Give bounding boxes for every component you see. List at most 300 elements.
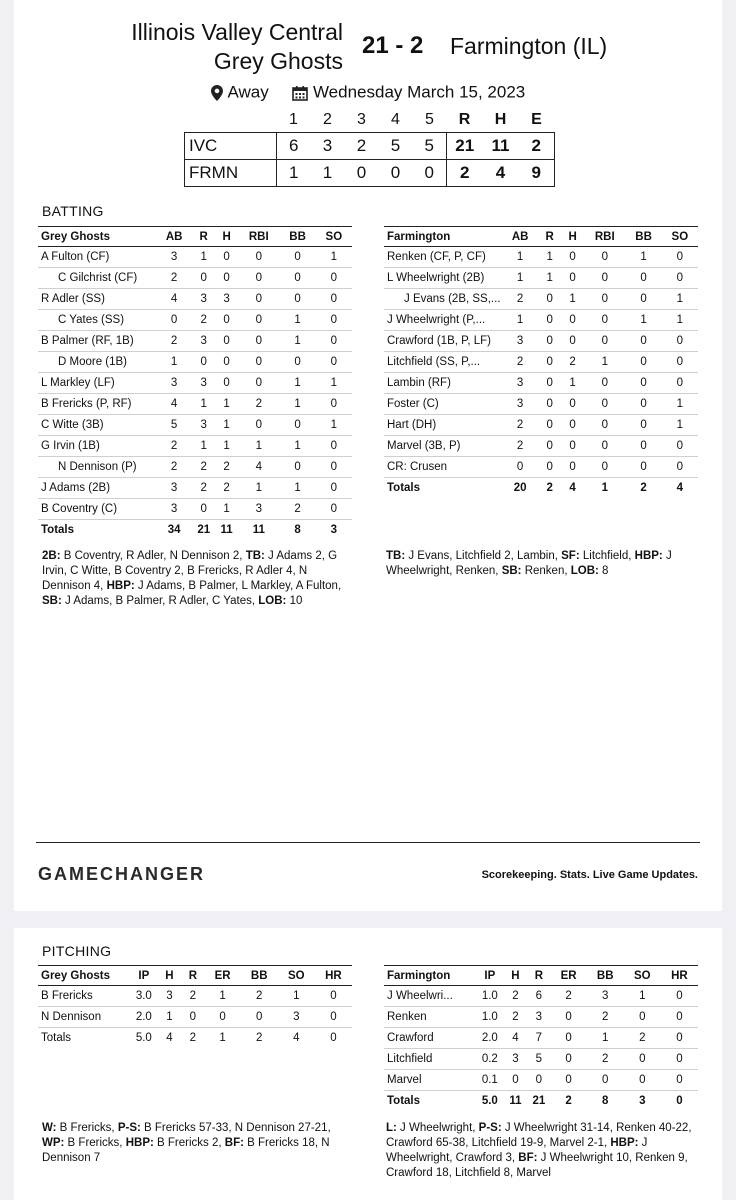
total-cell: 0 — [676, 1095, 683, 1108]
stat-cell: 0 — [527, 1070, 550, 1091]
stat-cell: 1 — [502, 268, 538, 289]
stat-cell: 2 — [156, 436, 192, 457]
total-cell: 21 — [532, 1095, 546, 1108]
stat-cell: 2 — [502, 352, 538, 373]
stat-cell: 1 — [587, 1028, 624, 1049]
stat-cell: 3 — [192, 331, 215, 352]
total-cell: 0 — [330, 1032, 337, 1045]
stat-column-header: AB — [502, 227, 538, 247]
pitching-section-title: PITCHING — [42, 943, 112, 959]
player-row — [38, 310, 352, 331]
note-text: J Wheelwright, Renken, — [386, 550, 672, 577]
stat-cell: 1 — [279, 478, 315, 499]
stat-column-header: BB — [625, 227, 661, 247]
stat-cell: 3.0 — [130, 986, 158, 1007]
stat-cell: 0 — [584, 415, 625, 436]
player-name: C Yates (SS) — [38, 310, 156, 331]
stat-column-header: BB — [587, 966, 624, 986]
total-cell: 4 — [293, 1032, 300, 1045]
stat-cell: 0 — [538, 394, 561, 415]
note-label: SB: — [501, 565, 522, 577]
stat-cell: 0 — [551, 1028, 587, 1049]
stat-column-header: ER — [551, 966, 587, 986]
note-label: P-S: — [478, 1122, 502, 1134]
player-row — [38, 352, 352, 373]
stat-cell: 0 — [538, 457, 561, 478]
stat-cell: 0 — [192, 499, 215, 520]
stat-cell: 1 — [662, 289, 698, 310]
stat-cell: 0 — [316, 352, 352, 373]
stat-cell: 2 — [156, 331, 192, 352]
note-text: J Adams, B Palmer, R Adler, C Yates, — [61, 595, 259, 607]
home-pitching-notes — [42, 1121, 356, 1166]
stat-cell: 3 — [504, 1049, 527, 1070]
player-row — [38, 499, 352, 520]
stat-cell: 0 — [502, 457, 538, 478]
stat-cell: 0 — [238, 268, 279, 289]
stat-column-header: SO — [278, 966, 315, 986]
stat-cell: 0.2 — [476, 1049, 504, 1070]
player-name: CR: Crusen — [384, 457, 502, 478]
stat-cell: 0 — [215, 352, 238, 373]
totals-label: Totals — [41, 1032, 72, 1045]
total-cell: 1 — [219, 1032, 226, 1045]
box-score-page-1 — [14, 0, 722, 911]
stat-cell: 4 — [238, 457, 279, 478]
stat-cell: 0 — [551, 1049, 587, 1070]
stat-cell: 3 — [192, 373, 215, 394]
stat-cell: 3 — [238, 499, 279, 520]
team-column-header: Grey Ghosts — [38, 227, 156, 247]
player-row — [384, 1007, 698, 1028]
stat-cell: 0 — [584, 394, 625, 415]
note-text: Renken, — [521, 565, 571, 577]
total-cell: 11 — [509, 1095, 522, 1108]
totals-row — [384, 1091, 698, 1112]
stat-cell: 2 — [504, 1007, 527, 1028]
stat-cell: 0 — [551, 1070, 587, 1091]
stat-column-header: R — [192, 227, 215, 247]
player-name: Renken — [384, 1007, 476, 1028]
note-label: HBP: — [634, 550, 663, 562]
total-cell: 2 — [256, 1032, 263, 1045]
stat-cell: 0 — [662, 331, 698, 352]
table-header-row — [384, 966, 698, 986]
stat-cell: 3 — [215, 289, 238, 310]
table-header-row — [38, 227, 352, 247]
stat-cell: 2 — [192, 310, 215, 331]
stat-cell: 1 — [561, 289, 584, 310]
stat-column-header: HR — [315, 966, 352, 986]
stat-column-header: R — [538, 227, 561, 247]
location-label: Away — [227, 82, 269, 102]
player-row — [38, 457, 352, 478]
stat-cell: 0 — [316, 310, 352, 331]
player-name: Hart (DH) — [384, 415, 502, 436]
away-batting-notes — [386, 549, 700, 579]
player-row — [384, 289, 698, 310]
stat-cell: 0 — [538, 310, 561, 331]
total-cell: 4 — [569, 482, 576, 495]
stat-cell: 1 — [538, 247, 561, 268]
stat-cell: 0 — [215, 331, 238, 352]
total-cell: 4 — [676, 482, 684, 495]
stat-cell: 3 — [158, 986, 181, 1007]
total-cell: 3 — [330, 524, 338, 537]
note-label: HBP: — [125, 1137, 154, 1149]
stat-column-header: AB — [156, 227, 192, 247]
player-name: Crawford (1B, P, LF) — [384, 331, 502, 352]
stat-cell: 0 — [279, 247, 315, 268]
inning-score: 1 — [277, 159, 311, 186]
total-cell: 2 — [565, 1095, 572, 1108]
stat-cell: 2 — [241, 986, 278, 1007]
note-label: TB: — [386, 550, 406, 562]
stat-cell: 2 — [156, 457, 192, 478]
stat-cell: 0 — [205, 1007, 241, 1028]
stat-cell: 0 — [551, 1007, 587, 1028]
away-batting-table — [384, 226, 698, 499]
player-row — [384, 268, 698, 289]
stat-cell: 1 — [192, 247, 215, 268]
stat-cell: 0 — [625, 289, 661, 310]
stat-column-header: SO — [316, 227, 352, 247]
stat-cell: 0 — [561, 436, 584, 457]
stat-cell: 3 — [502, 394, 538, 415]
player-row — [384, 352, 698, 373]
stat-cell: 0 — [238, 352, 279, 373]
team-column-header: Farmington — [384, 966, 476, 986]
stat-cell: 0 — [561, 310, 584, 331]
player-name: Lambin (RF) — [384, 373, 502, 394]
note-text: B Frericks 2, — [153, 1137, 225, 1149]
player-name: J Evans (2B, SS,... — [384, 289, 502, 310]
stat-cell: 0 — [624, 1070, 661, 1091]
note-label: LOB: — [570, 565, 599, 577]
stat-cell: 0 — [587, 1070, 624, 1091]
stat-cell: 0 — [241, 1007, 278, 1028]
stat-cell: 2 — [502, 289, 538, 310]
home-batting-table — [38, 226, 352, 541]
player-name: G Irvin (1B) — [38, 436, 156, 457]
stat-cell: 0 — [215, 247, 238, 268]
stat-cell: 1 — [158, 1007, 181, 1028]
stat-cell: 0 — [238, 247, 279, 268]
stat-cell: 1 — [625, 247, 661, 268]
stat-cell: 1 — [156, 352, 192, 373]
stat-column-header: BB — [279, 227, 315, 247]
stat-cell: 0 — [315, 1007, 352, 1028]
stat-cell: 2 — [587, 1049, 624, 1070]
inning-header: 5 — [425, 110, 434, 128]
player-name: L Markley (LF) — [38, 373, 156, 394]
inning-score: 3 — [311, 132, 345, 159]
stat-cell: 3 — [192, 289, 215, 310]
team-column-header: Farmington — [384, 227, 502, 247]
stat-cell: 0 — [584, 436, 625, 457]
stat-cell: 0 — [238, 373, 279, 394]
note-label: W: — [42, 1122, 57, 1134]
inning-score: 0 — [413, 159, 447, 186]
location-pin-icon — [211, 85, 223, 101]
stat-cell: 1 — [279, 394, 315, 415]
player-name: B Palmer (RF, 1B) — [38, 331, 156, 352]
stat-cell: 0 — [279, 415, 315, 436]
stat-column-header: SO — [662, 227, 698, 247]
stat-cell: 0 — [538, 289, 561, 310]
player-row — [384, 415, 698, 436]
stat-cell: 0 — [662, 457, 698, 478]
total-cell: 2 — [546, 482, 553, 495]
stat-cell: 1 — [316, 415, 352, 436]
runs-header: R — [458, 110, 471, 128]
note-text: J Wheelwright, Crawford 3, — [386, 1137, 648, 1164]
stat-cell: 1 — [279, 373, 315, 394]
line-score-table — [184, 108, 555, 187]
player-row — [384, 457, 698, 478]
player-row — [384, 394, 698, 415]
stat-column-header: IP — [130, 966, 158, 986]
stat-cell: 0 — [316, 331, 352, 352]
total-cell: 3 — [639, 1095, 646, 1108]
player-row — [38, 986, 352, 1007]
note-label: BF: — [518, 1152, 538, 1164]
stat-cell: 0 — [584, 247, 625, 268]
stat-cell: 0 — [661, 1070, 698, 1091]
stat-cell: 3 — [156, 373, 192, 394]
stat-cell: 4 — [504, 1028, 527, 1049]
stat-cell: 1 — [238, 436, 279, 457]
stat-cell: 0 — [584, 373, 625, 394]
total-cell: 8 — [602, 1095, 609, 1108]
stat-cell: 2 — [551, 986, 587, 1007]
stat-cell: 0 — [625, 331, 661, 352]
stat-cell: 2 — [181, 986, 204, 1007]
player-row — [384, 436, 698, 457]
stat-cell: 0 — [625, 373, 661, 394]
stat-cell: 0 — [192, 268, 215, 289]
stat-cell: 0 — [316, 457, 352, 478]
inning-header: 1 — [289, 110, 298, 128]
stat-cell: 0 — [662, 268, 698, 289]
stat-cell: 0 — [561, 268, 584, 289]
stat-cell: 1 — [538, 268, 561, 289]
stat-cell: 1 — [192, 394, 215, 415]
stat-cell: 2 — [587, 1007, 624, 1028]
stat-cell: 3 — [502, 331, 538, 352]
player-row — [38, 247, 352, 268]
line-score-row — [185, 132, 555, 159]
stat-cell: 3 — [156, 247, 192, 268]
stat-cell: 0 — [538, 415, 561, 436]
box-score-page-2 — [14, 928, 722, 1200]
stat-cell: 7 — [527, 1028, 550, 1049]
total-cell: 1 — [601, 482, 608, 495]
stat-cell: 0 — [316, 436, 352, 457]
stat-cell: 0 — [238, 331, 279, 352]
line-score-team: FRMN — [185, 159, 277, 186]
stat-cell: 0 — [624, 1007, 661, 1028]
stat-cell: 0 — [215, 268, 238, 289]
player-row — [38, 289, 352, 310]
player-row — [384, 1049, 698, 1070]
note-text: J Adams 2, G Irvin, C Witte, B Coventry 2, B Frericks, R Adler 4, N Dennison 4, — [42, 550, 338, 592]
player-name: J Adams (2B) — [38, 478, 156, 499]
game-header — [14, 14, 722, 82]
stat-cell: 0 — [625, 394, 661, 415]
stat-cell: 0 — [279, 352, 315, 373]
stat-cell: 1 — [279, 331, 315, 352]
total-cell: 5.0 — [481, 1095, 498, 1108]
stat-cell: 1 — [662, 310, 698, 331]
away-pitching-notes — [386, 1121, 700, 1181]
note-label: TB: — [245, 550, 265, 562]
hits-header: H — [494, 110, 507, 128]
stat-cell: 2 — [624, 1028, 661, 1049]
stat-cell: 1 — [215, 394, 238, 415]
stat-column-header: R — [181, 966, 204, 986]
stat-cell: 2 — [238, 394, 279, 415]
game-date: Wednesday March 15, 2023 — [312, 82, 526, 102]
stat-column-header: ER — [205, 966, 241, 986]
player-row — [38, 436, 352, 457]
inning-score: 0 — [379, 159, 413, 186]
note-text: B Frericks, — [64, 1137, 126, 1149]
note-label: SF: — [561, 550, 580, 562]
note-label: HBP: — [610, 1137, 639, 1149]
stat-cell: 0 — [662, 436, 698, 457]
note-text: 10 — [286, 595, 303, 607]
stat-column-header: R — [527, 966, 550, 986]
stat-cell: 1 — [278, 986, 315, 1007]
stat-cell: 3 — [502, 373, 538, 394]
stat-cell: 0 — [538, 352, 561, 373]
stat-column-header: RBI — [238, 227, 279, 247]
stat-cell: 0 — [661, 986, 698, 1007]
stat-cell: 1.0 — [476, 986, 504, 1007]
note-text: J Wheelwright 10, Renken 9, Crawford 18, Litchfield 8, Marvel — [386, 1152, 688, 1179]
away-team-name: Farmington (IL) — [450, 33, 608, 59]
stat-cell: 0 — [625, 436, 661, 457]
stat-cell: 3 — [192, 415, 215, 436]
runs-total: 21 — [447, 132, 483, 159]
stat-cell: 5 — [156, 415, 192, 436]
stat-cell: 0 — [661, 1049, 698, 1070]
stat-cell: 2 — [279, 499, 315, 520]
stat-cell: 0.1 — [476, 1070, 504, 1091]
note-text: 8 — [598, 565, 609, 577]
home-team-line2: Grey Ghosts — [213, 48, 343, 74]
errors-total: 2 — [519, 132, 555, 159]
total-cell: 8 — [294, 524, 301, 537]
player-name: C Gilchrist (CF) — [38, 268, 156, 289]
note-text: B Frericks, — [56, 1122, 118, 1134]
stat-column-header: HR — [661, 966, 698, 986]
player-name: N Dennison (P) — [38, 457, 156, 478]
line-score-team: IVC — [185, 132, 277, 159]
player-row — [38, 268, 352, 289]
stat-cell: 2 — [192, 457, 215, 478]
player-name: Renken (CF, P, CF) — [384, 247, 502, 268]
stat-cell: 2 — [215, 478, 238, 499]
stat-cell: 3 — [156, 499, 192, 520]
stat-column-header: H — [215, 227, 238, 247]
totals-label: Totals — [387, 1095, 421, 1108]
stat-cell: 0 — [279, 457, 315, 478]
stat-cell: 0 — [316, 499, 352, 520]
home-team-name — [131, 18, 343, 76]
stat-cell: 2.0 — [130, 1007, 158, 1028]
stat-column-header: H — [504, 966, 527, 986]
stat-cell: 0 — [661, 1028, 698, 1049]
stat-cell: 1 — [279, 310, 315, 331]
calendar-icon — [292, 85, 308, 101]
stat-cell: 1 — [205, 986, 241, 1007]
note-label: L: — [386, 1122, 397, 1134]
stat-cell: 1 — [584, 352, 625, 373]
stat-cell: 0 — [156, 310, 192, 331]
stat-cell: 1 — [662, 415, 698, 436]
player-name: Litchfield — [384, 1049, 476, 1070]
player-name: Litchfield (SS, P,... — [384, 352, 502, 373]
stat-cell: 2 — [215, 457, 238, 478]
stat-cell: 3 — [278, 1007, 315, 1028]
stat-cell: 0 — [215, 373, 238, 394]
table-header-row — [38, 966, 352, 986]
note-text: J Adams, B Palmer, L Markley, A Fulton, — [134, 580, 342, 592]
stat-cell: 0 — [538, 373, 561, 394]
stat-cell: 0 — [316, 394, 352, 415]
stat-cell: 0 — [192, 352, 215, 373]
stat-cell: 2 — [502, 415, 538, 436]
inning-header: 2 — [323, 110, 332, 128]
stat-cell: 0 — [662, 352, 698, 373]
total-cell: 2 — [189, 1032, 197, 1045]
stat-column-header: IP — [476, 966, 504, 986]
stat-cell: 0 — [624, 1049, 661, 1070]
player-row — [384, 247, 698, 268]
player-row — [384, 986, 698, 1007]
player-name: Foster (C) — [384, 394, 502, 415]
stat-cell: 3 — [527, 1007, 550, 1028]
stat-cell: 2 — [504, 986, 527, 1007]
stat-cell: 0 — [504, 1070, 527, 1091]
hits-total: 4 — [483, 159, 519, 186]
stat-cell: 0 — [625, 268, 661, 289]
stat-cell: 1 — [215, 436, 238, 457]
stat-cell: 2 — [561, 352, 584, 373]
stat-cell: 1.0 — [476, 1007, 504, 1028]
total-cell: 21 — [197, 524, 211, 537]
player-row — [38, 478, 352, 499]
player-name: Marvel — [384, 1070, 476, 1091]
stat-cell: 0 — [238, 310, 279, 331]
stat-cell: 1 — [502, 310, 538, 331]
table-header-row — [384, 227, 698, 247]
runs-total: 2 — [447, 159, 483, 186]
batting-section-title: BATTING — [42, 203, 104, 219]
stat-cell: 0 — [238, 415, 279, 436]
totals-row — [384, 478, 698, 499]
home-pitching-table — [38, 965, 352, 1049]
note-label: WP: — [42, 1137, 65, 1149]
note-text: Litchfield, — [579, 550, 635, 562]
stat-cell: 2 — [502, 436, 538, 457]
stat-cell: 3 — [156, 478, 192, 499]
stat-cell: 1 — [561, 373, 584, 394]
line-score-header — [185, 108, 555, 132]
note-text: J Evans, Litchfield 2, Lambin, — [405, 550, 562, 562]
